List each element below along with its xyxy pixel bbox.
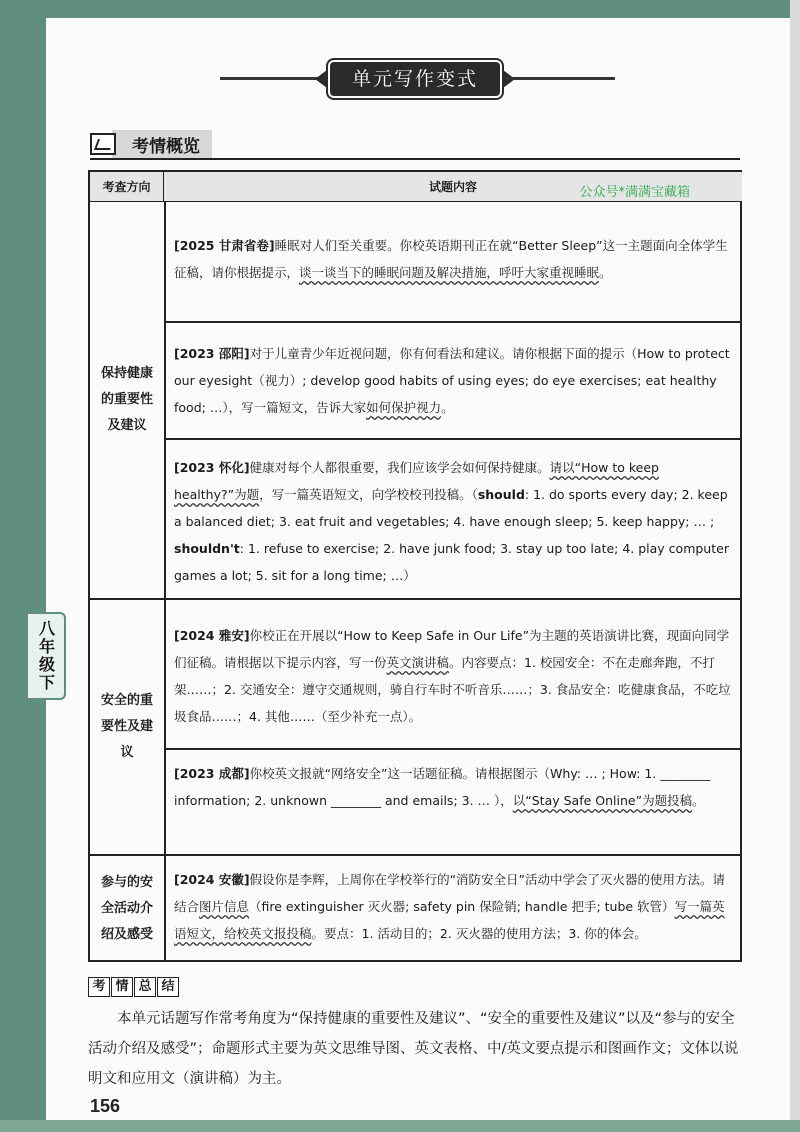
row-divider — [164, 438, 742, 440]
question-row — [174, 454, 734, 589]
question-key-phrase: 请以“How to keep healthy?”为题 — [174, 460, 659, 502]
column-header-direction: 考查方向 — [90, 172, 164, 202]
question-text: 你校英文报就“网络安全”这一话题征稿。请根据图示（Why: … ; How: 1. ________ information; 2. unknown ________ and emails; 3. … ）， — [174, 766, 711, 808]
question-key-phrase: 图片信息 — [199, 899, 250, 914]
category-health-label: 保持健康的重要性及建议 — [100, 366, 153, 433]
summary-label — [88, 977, 179, 997]
question-text-tail: ，写一篇英语短文，向学校校刊投稿。（ — [259, 487, 478, 502]
category-activity-label: 参与的安全活动介绍及感受 — [100, 875, 153, 942]
summary-paragraph: 本单元话题写作常考角度为“保持健康的重要性及建议”、“安全的重要性及建议”以及“参与的安全活动介绍及感受”；命题形式主要为英文思维导图、英文表格、中/英文要点提示和图画作文；文体以说明文和应用文（演讲稿）为主。 — [88, 1011, 739, 1087]
question-text-tail: 。 — [441, 400, 454, 415]
should-list: : 1. do sports every day; 2. keep a balanced diet; 3. eat fruit and vegetables; 4. have enough sleep; 5. keep happy; … ; — [174, 487, 728, 529]
chart-screen-icon — [90, 133, 116, 155]
section-title: 考情概览 — [132, 137, 200, 157]
question-key-phrase: 谈一谈当下的睡眠问题及解决措施，呼吁大家重视睡眠 — [299, 265, 600, 280]
banner-arrow-left — [315, 70, 327, 88]
row-divider — [164, 321, 742, 323]
question-text: 假设你是李辉，上周你在学校举行的“消防安全日”活动中学会了灭火器的使用方法。请结合 — [174, 872, 726, 914]
summary-label-char: 情 — [111, 977, 133, 997]
column-header-content-label: 试题内容 — [428, 180, 477, 194]
question-source: [2024 安徽] — [174, 872, 250, 887]
summary-label-char: 考 — [88, 977, 110, 997]
question-source: [2023 成都] — [174, 766, 250, 781]
page-border-right — [790, 0, 800, 1132]
category-divider — [90, 854, 742, 856]
category-safety-label: 安全的重要性及建议 — [100, 693, 153, 760]
banner-rule-right — [505, 77, 615, 80]
question-text-tail: （fire extinguisher 灭火器; safety pin 保险销; handle 把手; tube 软管） — [249, 899, 675, 914]
unit-banner-title: 单元写作变式 — [330, 62, 500, 96]
question-source: [2025 甘肃省卷] — [174, 238, 275, 253]
page-border-left — [0, 0, 46, 1132]
question-text: 健康对每个人都很重要，我们应该学会如何保持健康。 — [249, 460, 550, 475]
should-label: should — [477, 487, 525, 502]
category-activity — [90, 856, 164, 962]
question-text-tail: 。 — [692, 793, 705, 808]
summary-label-char: 总 — [134, 977, 156, 997]
section-rule — [90, 158, 740, 160]
page-border-top — [0, 0, 800, 18]
page-number: 156 — [90, 1096, 121, 1116]
category-health — [90, 202, 164, 598]
question-text-tail: 。内容要点：1. 校园安全：不在走廊奔跑，不打架……；2. 交通安全：遵守交通规则，骑自行车时不听音乐……；3. 食品安全：吃健康食品，不吃垃圾食品……；4. 其他……（至少补充一点）。 — [174, 655, 731, 724]
grade-side-tab — [28, 612, 66, 700]
question-row — [174, 340, 734, 421]
question-text: 对于儿童青少年近视问题，你有何看法和建议。请你根据下面的提示（How to protect our eyesight（视力）; develop good habits of using eyes; do eye exercises; eat healthy food; …），写一篇短文，告诉大家 — [174, 346, 730, 415]
question-source: [2023 怀化] — [174, 460, 250, 475]
question-row — [174, 232, 734, 286]
question-key-phrase: 以“Stay Safe Online”为题投稿 — [512, 793, 693, 808]
shouldnt-label: shouldn't — [174, 541, 240, 556]
category-divider — [90, 598, 742, 600]
banner-rule-left — [220, 77, 325, 80]
question-text-tail: 。要点：1. 活动目的；2. 灭火器的使用方法；3. 你的体会。 — [311, 926, 647, 941]
watermark-text: 公众号*满满宝藏箱 — [579, 185, 690, 200]
question-text: 睡眠对人们至关重要。你校英语期刊正在就“Better Sleep”这一主题面向全体学生征稿，请你根据提示， — [174, 238, 728, 280]
column-header-content — [164, 172, 742, 202]
grade-side-tab-label: 八年级下 — [36, 620, 56, 692]
question-row — [174, 622, 734, 730]
category-safety — [90, 600, 164, 854]
question-row — [174, 866, 734, 947]
exam-overview-table — [88, 170, 742, 962]
row-divider — [164, 748, 742, 750]
question-text: 你校正在开展以“How to Keep Safe in Our Life”为主题的英语演讲比赛，现面向同学们征稿。请根据以下提示内容，写一份 — [174, 628, 730, 670]
question-text-tail: 。 — [599, 265, 612, 280]
summary-label-char: 结 — [157, 977, 179, 997]
page-border-bottom — [0, 1120, 800, 1132]
shouldnt-list: : 1. refuse to exercise; 2. have junk food; 3. stay up too late; 4. play computer games a lot; 5. sit for a long time; …） — [174, 541, 729, 583]
question-key-phrase: 英文演讲稿 — [386, 655, 450, 670]
question-row — [174, 760, 734, 814]
table-column-divider — [164, 202, 166, 962]
question-key-phrase: 写一篇英语短文，给校英文报投稿 — [174, 899, 725, 941]
question-key-phrase: 如何保护视力 — [366, 400, 442, 415]
question-source: [2024 雅安] — [174, 628, 250, 643]
question-source: [2023 邵阳] — [174, 346, 250, 361]
